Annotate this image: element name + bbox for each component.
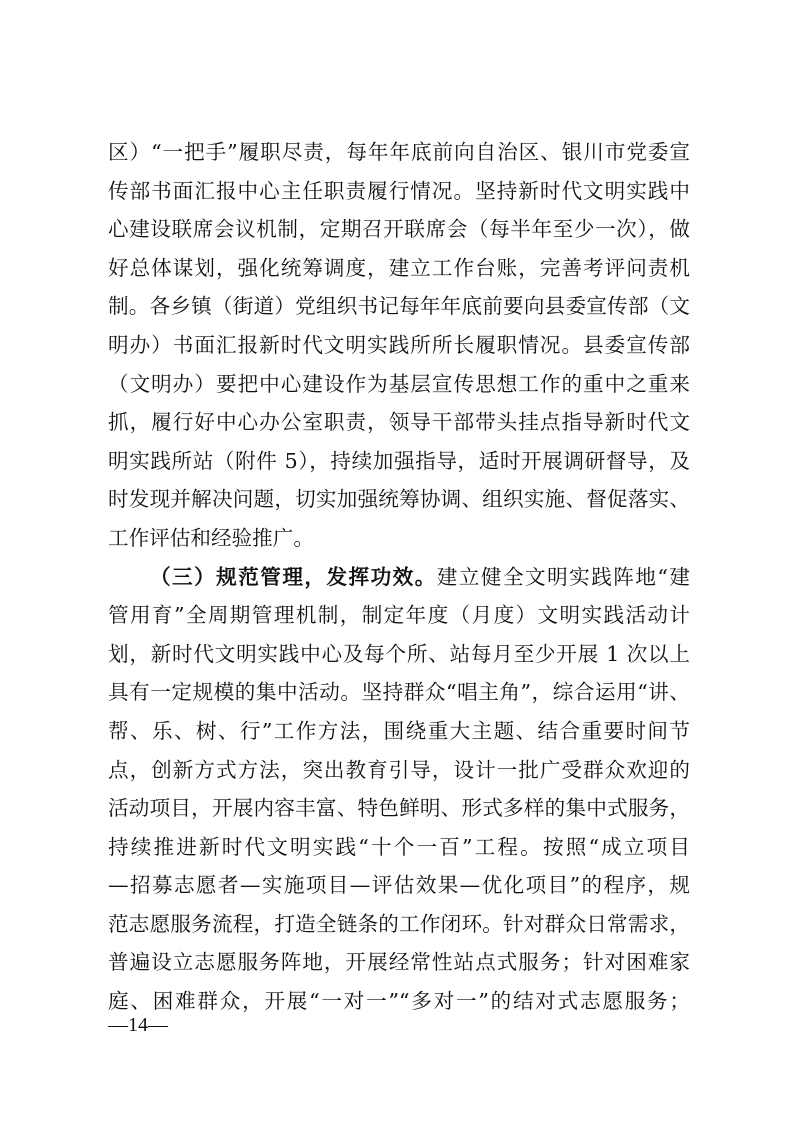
text-line: 划，新时代文明实践中心及每个所、站每月至少开展 1 次以上: [108, 641, 690, 666]
text-line: 心建设联席会议机制，定期召开联席会（每半年至少一次），做: [108, 217, 690, 242]
text-line: 区）“一把手”履职尽责，每年年底前向自治区、银川市党委宣: [108, 140, 690, 164]
paragraph-2: [108, 558, 690, 1021]
text-line: （文明办）要把中心建设作为基层宣传思想工作的重中之重来: [108, 371, 690, 396]
text-line: 活动项目，开展内容丰富、特色鲜明、形式多样的集中式服务，: [108, 796, 690, 821]
text-line: —招募志愿者—实施项目—评估效果—优化项目”的程序，规: [108, 873, 690, 898]
page-number: —14—: [108, 1014, 168, 1036]
text-line: 工作评估和经验推广。: [108, 525, 314, 550]
text-line: 制。各乡镇（街道）党组织书记每年年底前要向县委宣传部（文: [108, 294, 690, 319]
text-line: 具有一定规模的集中活动。坚持群众“唱主角”，综合运用“讲、: [108, 680, 690, 705]
text-line: 明办）书面汇报新时代文明实践所所长履职情况。县委宣传部: [108, 332, 690, 357]
text-line: 传部书面汇报中心主任职责履行情况。坚持新时代文明实践中: [108, 178, 690, 203]
text-line: 普遍设立志愿服务阵地，开展经常性站点式服务；针对困难家: [108, 950, 690, 975]
text-line: 庭、困难群众，开展“一对一”“多对一”的结对式志愿服务；: [108, 989, 690, 1014]
text-line: 帮、乐、树、行”工作方法，围绕重大主题、结合重要时间节: [108, 718, 690, 743]
text-line: 抓，履行好中心办公室职责，领导干部带头挂点指导新时代文: [108, 410, 690, 435]
text-line: 时发现并解决问题，切实加强统筹协调、组织实施、督促落实、: [108, 487, 690, 512]
text-span: 建立健全文明实践阵地“建: [436, 564, 690, 589]
text-line: 明实践所站（附件 5），持续加强指导，适时开展调研督导，及: [108, 448, 690, 473]
paragraph-1: [108, 133, 690, 558]
text-line: 范志愿服务流程，打造全链条的工作闭环。针对群众日常需求，: [108, 911, 690, 936]
text-line: [108, 558, 690, 597]
text-line: 持续推进新时代文明实践“十个一百”工程。按照“成立项目: [108, 834, 690, 859]
text-line: 好总体谋划，强化统筹调度，建立工作台账，完善考评问责机: [108, 255, 690, 280]
section-heading: （三）规范管理，发挥功效。: [150, 564, 437, 589]
document-body: [108, 133, 690, 1021]
text-line: 管用育”全周期管理机制，制定年度（月度）文明实践活动计: [108, 603, 690, 628]
text-line: 点，创新方式方法，突出教育引导，设计一批广受群众欢迎的: [108, 757, 690, 782]
